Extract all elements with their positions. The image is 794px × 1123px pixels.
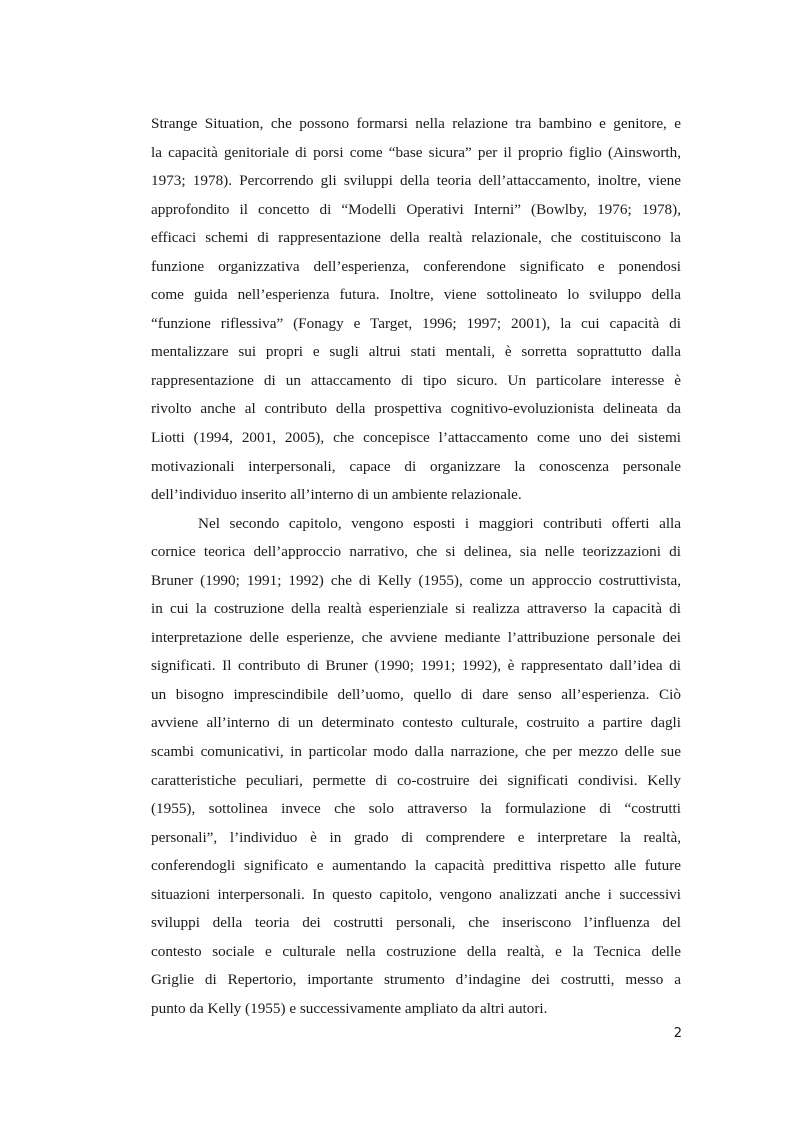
text-line: rivolto anche al contributo della prospettiva cognitivo-evoluzionista delineata da [151,400,681,418]
text-line: personali”, l’individuo è in grado di comprendere e interpretare la realtà, [151,828,681,846]
text-line: cornice teorica dell’approccio narrativo, che si delinea, sia nelle teorizzazioni di [151,543,681,561]
text-line: Strange Situation, che possono formarsi nella relazione tra bambino e genitore, e [151,115,681,132]
text-line: funzione organizzativa dell’esperienza, conferendone significato e ponendosi [151,257,681,275]
body-text [151,110,681,1024]
text-line: interpretazione delle esperienze, che avviene mediante l’attribuzione personale dei [151,628,681,646]
text-line: la capacità genitoriale di porsi come “base sicura” per il proprio figlio (Ainsworth, [151,143,681,161]
text-line: Bruner (1990; 1991; 1992) che di Kelly (1955), come un approccio costruttivista, [151,571,681,589]
text-line: punto da Kelly (1955) e successivamente ampliato da altri autori. [151,999,548,1017]
text-line: Griglie di Repertorio, importante strumento d’indagine dei costrutti, messo a [151,971,681,989]
paragraph-2 [151,510,681,1024]
paragraph-1 [151,110,681,510]
text-line: dell’individuo inserito all’interno di un ambiente relazionale. [151,486,522,504]
text-line: scambi comunicativi, in particolar modo dalla narrazione, che per mezzo delle sue [151,743,681,761]
text-line: caratteristiche peculiari, permette di co-costruire dei significati condivisi. Kelly [151,771,681,789]
text-line: avviene all’interno di un determinato contesto culturale, costruito a partire dagli [151,714,681,732]
text-line: Liotti (1994, 2001, 2005), che concepisce l’attaccamento come uno dei sistemi [151,429,681,447]
text-line: contesto sociale e culturale nella costruzione della realtà, e la Tecnica delle [151,942,681,960]
text-line: efficaci schemi di rappresentazione della realtà relazionale, che costituiscono la [151,229,681,247]
text-line: Nel secondo capitolo, vengono esposti i maggiori contributi offerti alla [198,514,681,532]
page-number: 2 [673,1026,682,1041]
text-line: conferendogli significato e aumentando la capacità predittiva rispetto alle future [151,857,681,875]
text-line: motivazionali interpersonali, capace di organizzare la conoscenza personale [151,457,681,475]
text-line: 1973; 1978). Percorrendo gli sviluppi della teoria dell’attaccamento, inoltre, viene [151,172,681,190]
text-line: sviluppi della teoria dei costrutti personali, che inseriscono l’influenza del [151,914,681,932]
text-line: in cui la costruzione della realtà esperienziale si realizza attraverso la capacità di [151,600,681,618]
text-line: come guida nell’esperienza futura. Inoltre, viene sottolineato lo sviluppo della [151,286,681,304]
text-line: mentalizzare sui propri e sugli altrui stati mentali, è sorretta soprattutto dalla [151,343,681,361]
text-line: rappresentazione di un attaccamento di tipo sicuro. Un particolare interesse è [151,371,681,389]
text-line: situazioni interpersonali. In questo capitolo, vengono analizzati anche i successivi [151,885,681,903]
text-line: approfondito il concetto di “Modelli Operativi Interni” (Bowlby, 1976; 1978), [151,200,681,218]
text-line: significati. Il contributo di Bruner (1990; 1991; 1992), è rappresentato dall’idea di [151,657,681,675]
text-line: (1955), sottolinea invece che solo attraverso la formulazione di “costrutti [151,800,681,818]
text-line: un bisogno imprescindibile dell’uomo, quello di dare senso all’esperienza. Ciò [151,685,681,703]
text-line: “funzione riflessiva” (Fonagy e Target, 1996; 1997; 2001), la cui capacità di [151,314,681,332]
